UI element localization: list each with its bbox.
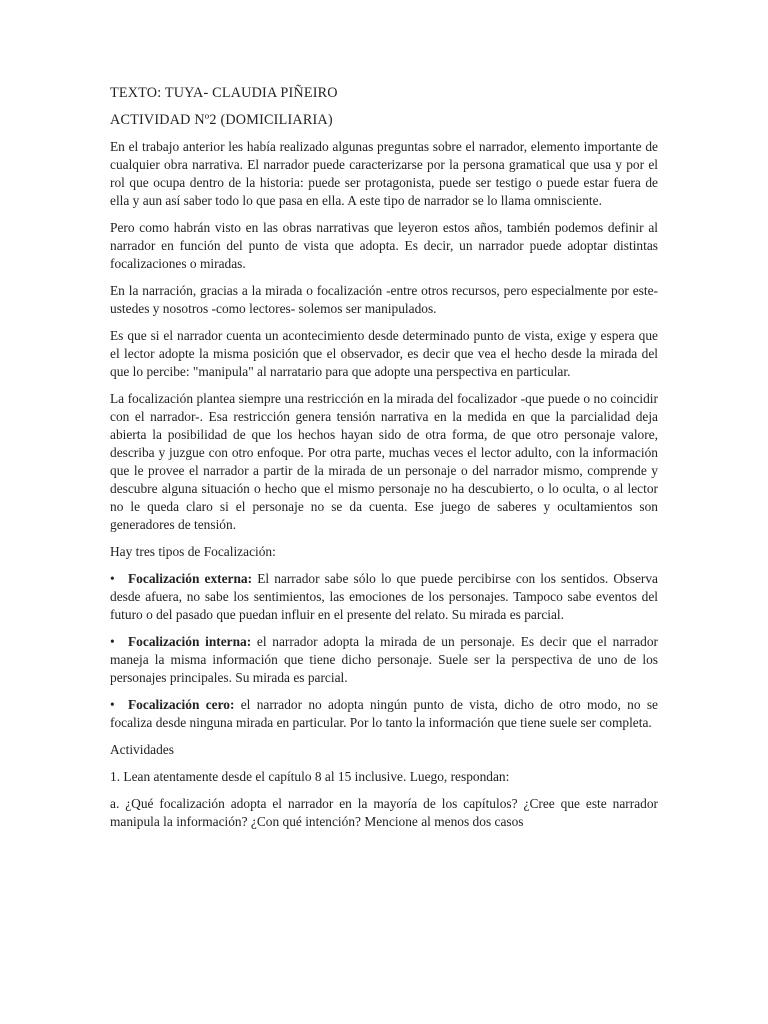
document-page (110, 84, 658, 840)
paragraph-restriccion: La focalización plantea siempre una restricción en la mirada del focalizador -que puede o no coincidir con el narrador-. Esa restricción genera tensión narrativa en la medida en que la parcialidad deja abierta la posibilidad de que los hechos hayan sido de otra forma, de que otro personaje valore, describa y juzgue con otro enfoque. Por otra parte, muchas veces el lector adulto, con la información que le provee el narrador a partir de la mirada de un personaje o del narrador mismo, comprende y descubre alguna situación o hecho que el mismo personaje no ha descubierto, o lo oculta, o al lector no le queda claro si el personaje no se da cuenta. Ese juego de saberes y ocultamientos son generadores de tensión. (110, 391, 658, 532)
activities-heading: Actividades (110, 742, 174, 757)
bullet-term: Focalización externa: (128, 571, 253, 586)
bullet-icon: • (110, 571, 115, 586)
activity-item-a: a. ¿Qué focalización adopta el narrador en la mayoría de los capítulos? ¿Cree que este narrador manipula la información? ¿Con qué intención? Mencione al menos dos casos (110, 796, 658, 829)
bullet-focalizacion-interna (110, 633, 658, 687)
paragraph-acontecimiento: Es que si el narrador cuenta un acontecimiento desde determinado punto de vista, exige y espera que el lector adopte la misma posición que el observador, es decir que vea el hecho desde la mirada del que lo percibe: "manipula" al narratario para que adopte una perspectiva en particular. (110, 328, 658, 379)
activity-title: ACTIVIDAD Nº2 (DOMICILIARIA) (110, 112, 333, 128)
activity-item-1: 1. Lean atentamente desde el capítulo 8 al 15 inclusive. Luego, respondan: (110, 769, 510, 784)
bullet-text: El narrador sabe sólo lo que puede percibirse con los sentidos. Observa desde afuera, no sabe los sentimientos, las emociones de los personajes. Tampoco sabe eventos del futuro o del pasado que puedan influir en el presente del relato. Su mirada es parcial. (110, 571, 658, 622)
bullet-text: el narrador adopta la mirada de un personaje. Es decir que el narrador maneja la misma información que tiene dicho personaje. Suele ser la perspectiva de uno de los personajes principales. Su mirada es parcial. (110, 634, 658, 685)
bullet-icon: • (110, 634, 115, 649)
bullet-term: Focalización interna: (128, 634, 252, 649)
document-title: TEXTO: TUYA- CLAUDIA PIÑEIRO (110, 85, 338, 101)
bullet-icon: • (110, 697, 115, 712)
bullet-term: Focalización cero: (128, 697, 235, 712)
paragraph-punto-de-vista: Pero como habrán visto en las obras narrativas que leyeron estos años, también podemos definir al narrador en función del punto de vista que adopta. Es decir, un narrador puede adoptar distintas focalizaciones o miradas. (110, 220, 658, 271)
paragraph-manipulados: En la narración, gracias a la mirada o focalización -entre otros recursos, pero especialmente por este- ustedes y nosotros -como lectores- solemos ser manipulados. (110, 283, 658, 316)
bullet-text: el narrador no adopta ningún punto de vista, dicho de otro modo, no se focaliza desde ninguna mirada en particular. Por lo tanto la información que tiene suele ser completa. (110, 697, 658, 730)
paragraph-tipos: Hay tres tipos de Focalización: (110, 544, 276, 559)
paragraph-narrador: En el trabajo anterior les había realizado algunas preguntas sobre el narrador, elemento importante de cualquier obra narrativa. El narrador puede caracterizarse por la persona gramatical que usa y por el rol que ocupa dentro de la historia: puede ser protagonista, puede ser testigo o puede estar fuera de ella y aun así saber todo lo que pasa en ella. A este tipo de narrador se lo llama omnisciente. (110, 139, 658, 208)
bullet-focalizacion-externa (110, 570, 658, 624)
bullet-focalizacion-cero (110, 696, 658, 732)
